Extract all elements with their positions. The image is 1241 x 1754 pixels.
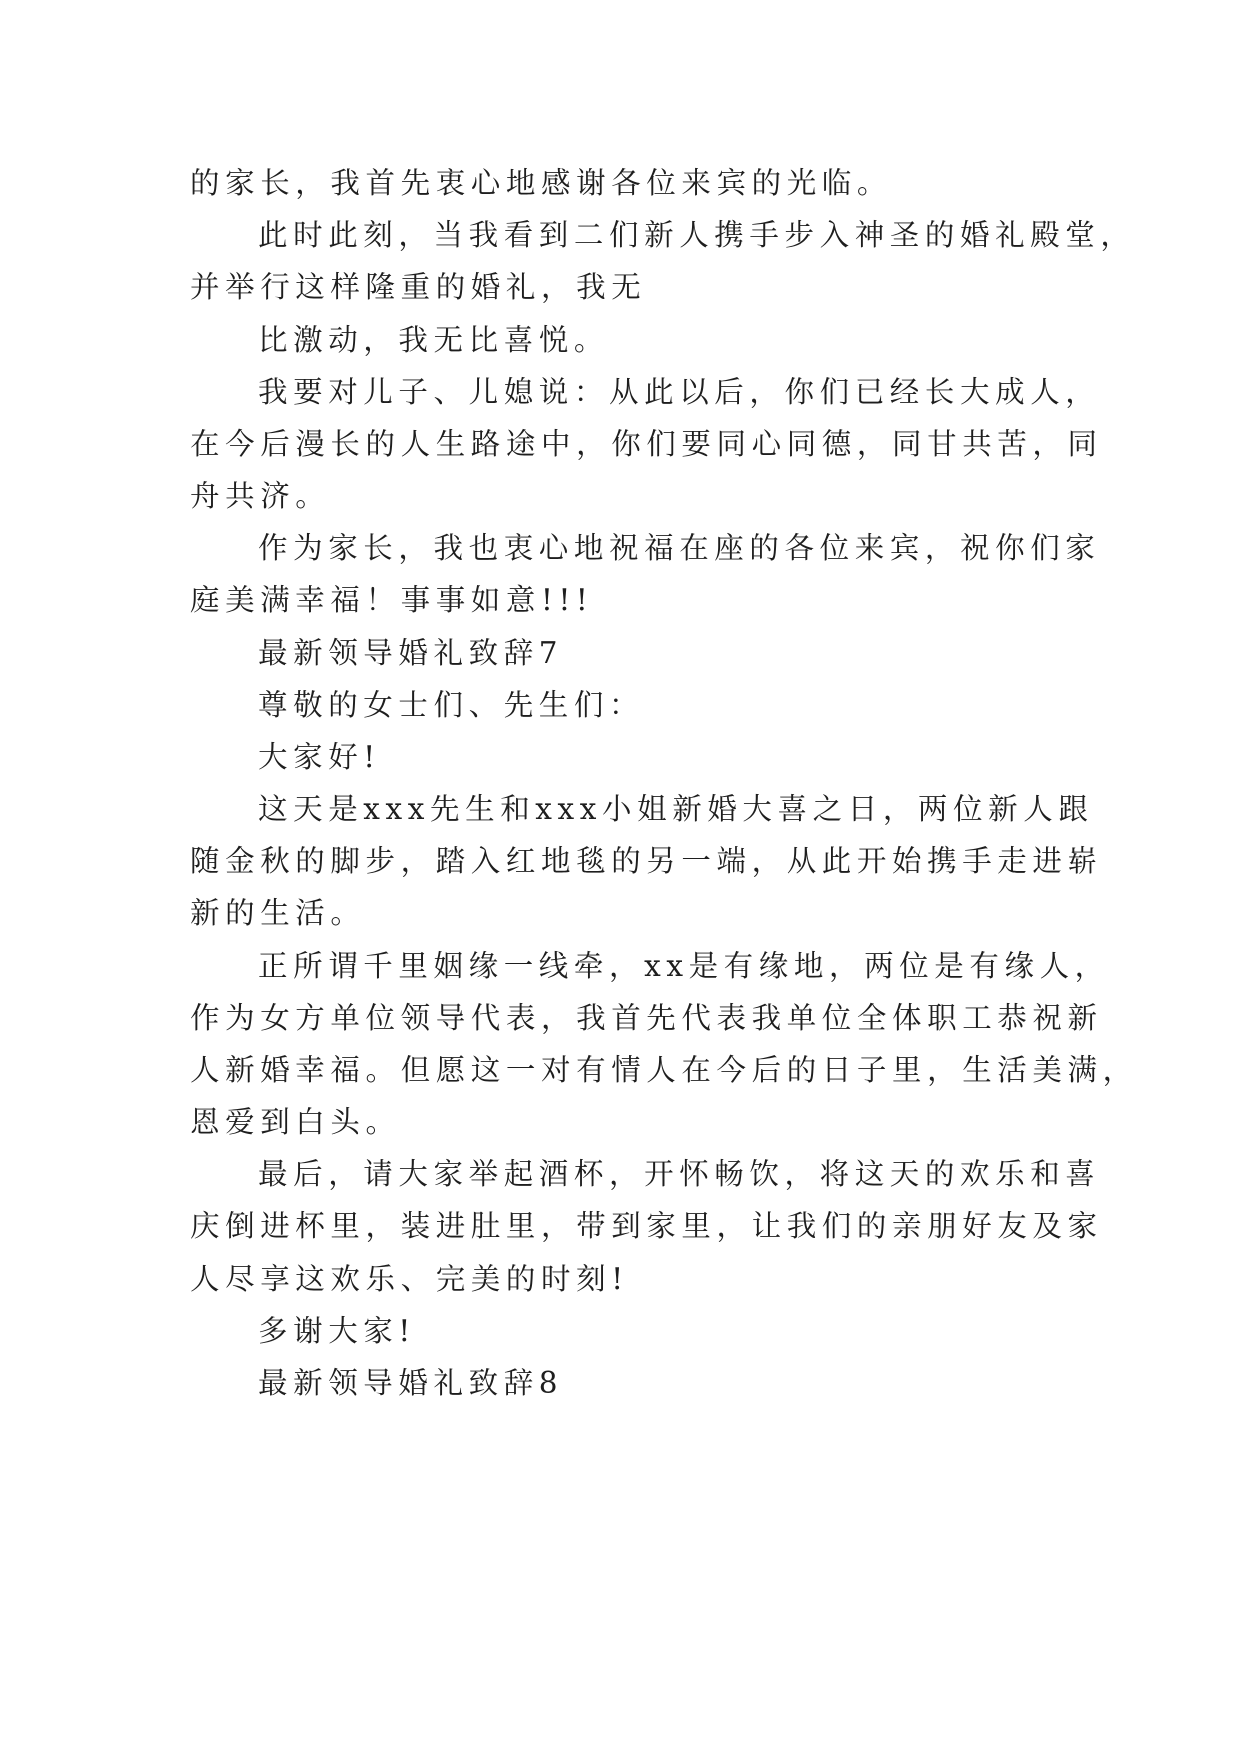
paragraph-line: 最后，请大家举起酒杯，开怀畅饮，将这天的欢乐和喜 [258, 1157, 1101, 1191]
body-text-line: 并举行这样隆重的婚礼，我无 [190, 270, 647, 304]
paragraph-line: 比激动，我无比喜悦。 [258, 323, 610, 357]
salutation-line: 尊敬的女士们、先生们： [258, 688, 645, 722]
paragraph-line: 作为家长，我也衷心地祝福在座的各位来宾，祝你们家 [258, 531, 1101, 565]
section-heading: 最新领导婚礼致辞8 [258, 1366, 564, 1400]
body-text-line: 新的生活。 [190, 896, 366, 930]
paragraph-line: 这天是xxx先生和xxx小姐新婚大喜之日，两位新人跟 [258, 792, 1094, 826]
body-text-line: 恩爱到白头。 [190, 1105, 401, 1139]
body-text-line: 的家长，我首先衷心地感谢各位来宾的光临。 [190, 166, 893, 200]
body-text-line: 庆倒进杯里，装进肚里，带到家里，让我们的亲朋好友及家 [190, 1209, 1103, 1243]
greeting-line: 大家好! [258, 740, 381, 774]
paragraph-line: 多谢大家! [258, 1314, 416, 1348]
body-text-line: 人尽享这欢乐、完美的时刻! [190, 1262, 629, 1296]
body-text-line: 人新婚幸福。但愿这一对有情人在今后的日子里，生活美满， [190, 1053, 1138, 1087]
body-text-line: 舟共济。 [190, 479, 331, 513]
body-text-line: 在今后漫长的人生路途中，你们要同心同德，同甘共苦，同 [190, 427, 1103, 461]
paragraph-line: 正所谓千里姻缘一线牵，xx是有缘地，两位是有缘人， [258, 949, 1110, 983]
body-text-line: 庭美满幸福！事事如意!!! [190, 583, 594, 617]
paragraph-line: 我要对儿子、儿媳说：从此以后，你们已经长大成人， [258, 375, 1101, 409]
paragraph-line: 此时此刻，当我看到二们新人携手步入神圣的婚礼殿堂， [258, 218, 1136, 252]
body-text-line: 随金秋的脚步，踏入红地毯的另一端，从此开始携手走进崭 [190, 844, 1103, 878]
section-heading: 最新领导婚礼致辞7 [258, 636, 564, 670]
body-text-line: 作为女方单位领导代表，我首先代表我单位全体职工恭祝新 [190, 1001, 1103, 1035]
